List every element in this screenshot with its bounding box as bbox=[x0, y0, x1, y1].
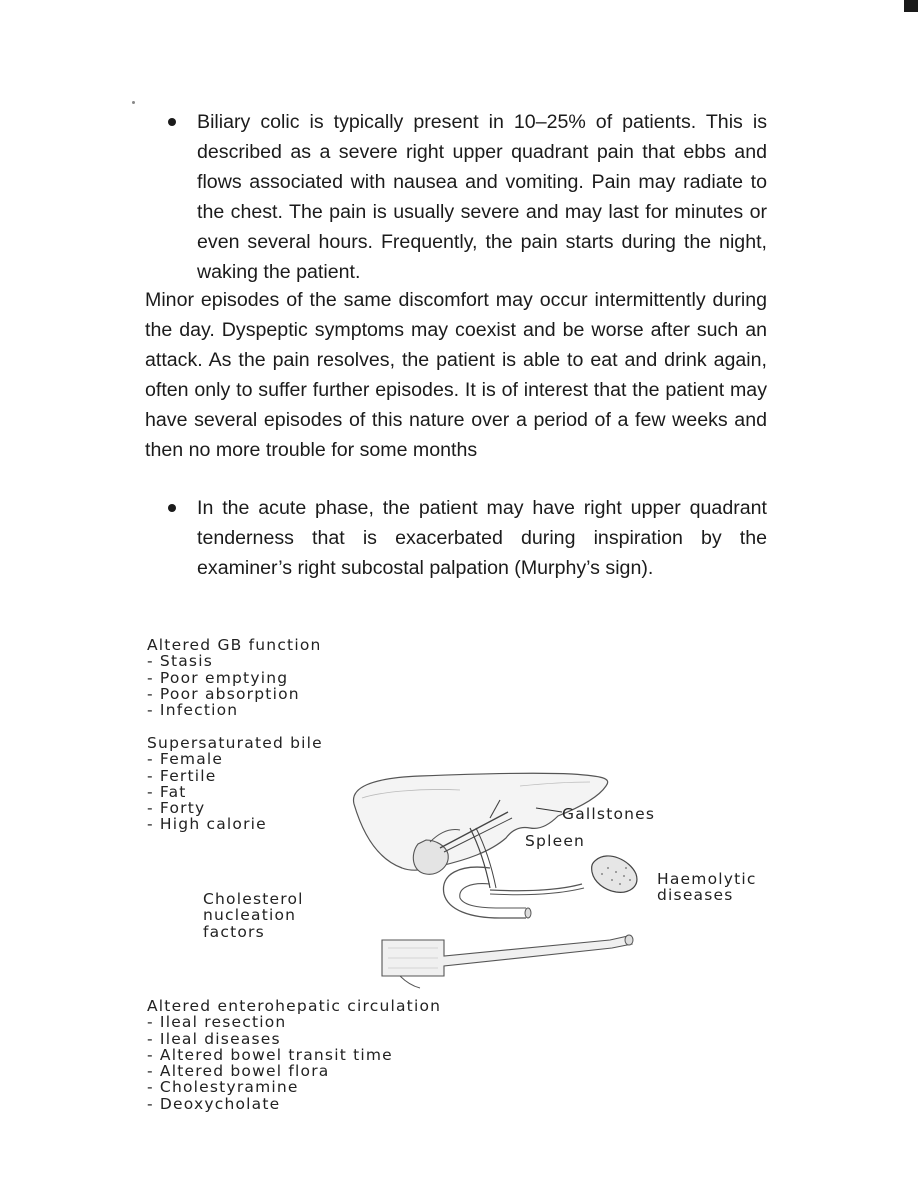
supersaturated-item: - Female bbox=[147, 750, 224, 769]
paragraph-minor-episodes: Minor episodes of the same discomfort may occur intermittently during the day. Dyspeptic symptoms may coexist and be worse after such an attack. As the pain resolves, the patient is able to eat and drink again, often only to suffer further episodes. It is of interest that the patient may have several episodes of this nature over a period of a few weeks and then no more trouble for some months bbox=[145, 289, 767, 461]
enterohepatic-item: - Cholestyramine bbox=[147, 1078, 299, 1097]
cholesterol-nucleation-group bbox=[203, 891, 304, 940]
scan-speck bbox=[132, 101, 135, 104]
enterohepatic-item: - Altered bowel transit time bbox=[147, 1045, 393, 1064]
liver-gallbladder-illustration bbox=[340, 768, 650, 1000]
gb-function-group bbox=[147, 637, 322, 718]
supersaturated-heading: Supersaturated bile bbox=[147, 734, 323, 752]
enterohepatic-item: - Ileal diseases bbox=[147, 1029, 281, 1048]
bullet-dot-icon bbox=[168, 118, 176, 126]
cholesterol-line: factors bbox=[203, 922, 265, 941]
label-haemolytic: Haemolytic bbox=[657, 870, 757, 888]
bullet-biliary-colic-text: Biliary colic is typically present in 10–25% of patients. This is described as a severe right upper quadrant pain that ebbs and flows associated with nausea and vomiting. Pain may radiate to the chest. The pain is usually severe and may last for minutes or even several hours. Frequently, the pain starts during the night, waking the patient. bbox=[197, 111, 767, 283]
gb-function-item: - Stasis bbox=[147, 652, 213, 671]
enterohepatic-heading: Altered enterohepatic circulation bbox=[147, 997, 442, 1015]
label-gallstones: Gallstones bbox=[562, 805, 656, 823]
supersaturated-item: - Forty bbox=[147, 799, 206, 818]
enterohepatic-group bbox=[147, 998, 441, 1112]
bullet-acute-phase-text: In the acute phase, the patient may have right upper quadrant tenderness that is exacerbated during inspiration by the examiner’s right subcostal palpation (Murphy’s sign). bbox=[197, 497, 767, 579]
supersaturated-item: - High calorie bbox=[147, 815, 267, 834]
cholesterol-line: nucleation bbox=[203, 906, 297, 925]
gb-function-heading: Altered GB function bbox=[147, 636, 322, 654]
enterohepatic-item: - Deoxycholate bbox=[147, 1094, 281, 1113]
label-diseases: diseases bbox=[657, 886, 734, 904]
label-spleen: Spleen bbox=[525, 832, 586, 850]
scan-edge-mark bbox=[904, 0, 918, 12]
bullet-acute-phase bbox=[168, 493, 767, 583]
supersaturated-item: - Fertile bbox=[147, 766, 217, 785]
supersaturated-item: - Fat bbox=[147, 782, 187, 801]
enterohepatic-item: - Altered bowel flora bbox=[147, 1062, 330, 1081]
enterohepatic-item: - Ileal resection bbox=[147, 1013, 287, 1032]
supersaturated-bile-group bbox=[147, 735, 323, 833]
gb-function-item: - Infection bbox=[147, 701, 239, 720]
bullet-dot-icon bbox=[168, 504, 176, 512]
gb-function-item: - Poor absorption bbox=[147, 684, 300, 703]
gb-function-item: - Poor emptying bbox=[147, 668, 289, 687]
cholesterol-line: Cholesterol bbox=[203, 890, 304, 908]
bullet-biliary-colic bbox=[168, 107, 767, 287]
